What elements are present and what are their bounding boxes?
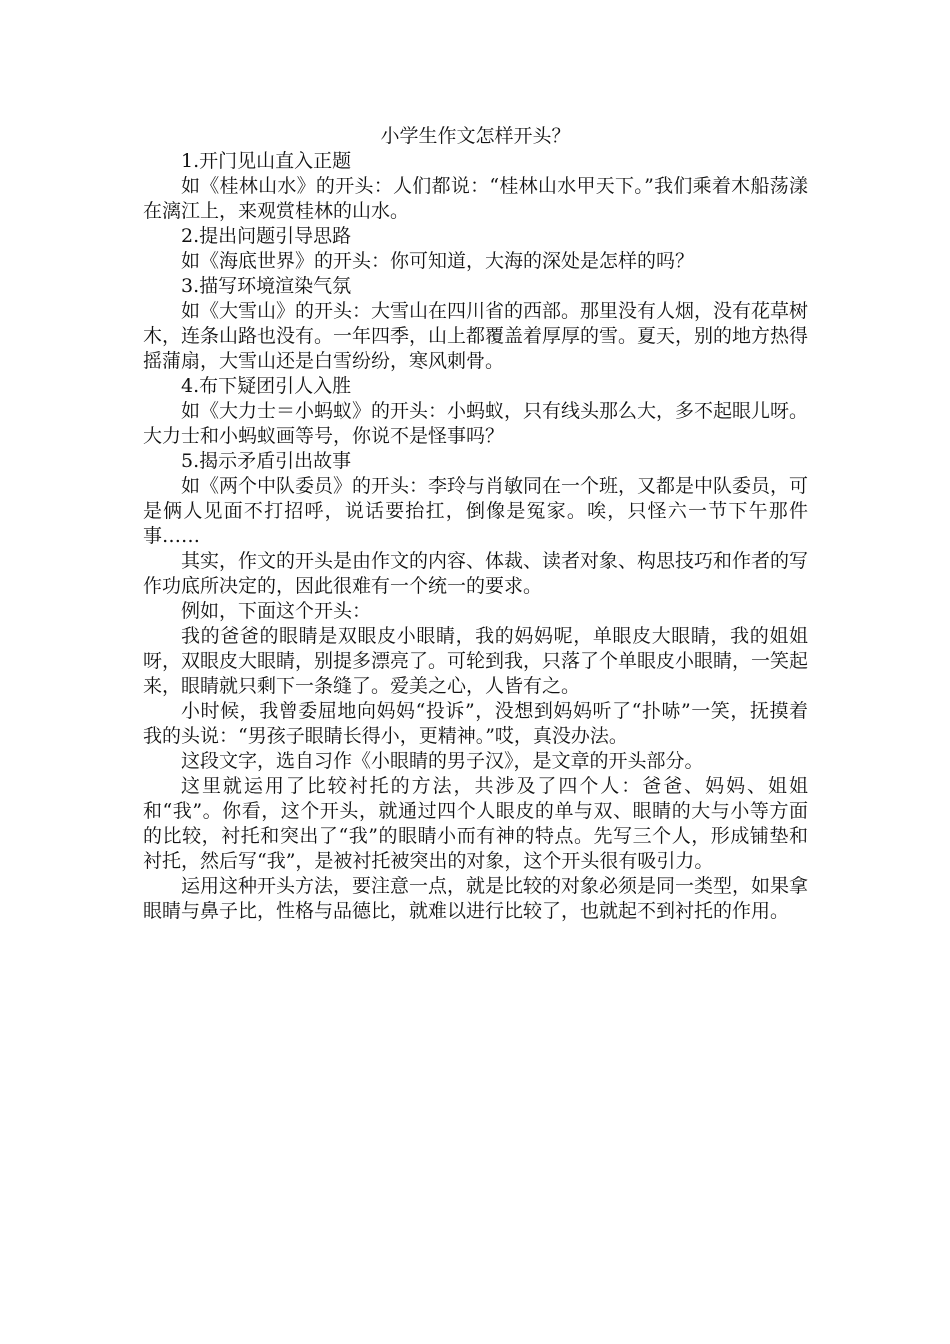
heading-4: 4.布下疑团引人入胜 (181, 375, 352, 397)
paragraph: 如《海底世界》的开头：你可知道，大海的深处是怎样的吗？ (181, 250, 695, 272)
document-body (143, 124, 808, 924)
paragraph: 例如，下面这个开头： (181, 600, 372, 622)
paragraph: 我的爸爸的眼睛是双眼皮小眼睛，我的妈妈呢，单眼皮大眼睛，我的姐姐呀，双眼皮大眼睛，别提多漂亮了。可轮到我，只落了个单眼皮小眼睛，一笑起来，眼睛就只剩下一条缝了。爱美之心，人皆有之。 (143, 625, 809, 697)
paragraph: 这里就运用了比较衬托的方法，共涉及了四个人：爸爸、妈妈、姐姐和“我”。你看，这个开头，就通过四个人眼皮的单与双、眼睛的大与小等方面的比较，衬托和突出了“我”的眼睛小而有神的特点。先写三个人，形成铺垫和衬托，然后写“我”，是被衬托被突出的对象，这个开头很有吸引力。 (143, 775, 808, 872)
heading-5: 5.揭示矛盾引出故事 (181, 450, 352, 472)
heading-1: 1.开门见山直入正题 (181, 150, 352, 172)
paragraph: 如《桂林山水》的开头：人们都说：“桂林山水甲天下。”我们乘着木船荡漾在漓江上，来观赏桂林的山水。 (143, 175, 808, 222)
document-title: 小学生作文怎样开头？ (380, 125, 571, 147)
paragraph: 运用这种开头方法，要注意一点，就是比较的对象必须是同一类型，如果拿眼睛与鼻子比，性格与品德比，就难以进行比较了，也就起不到衬托的作用。 (143, 875, 809, 922)
paragraph: 小时候，我曾委屈地向妈妈“投诉”，没想到妈妈听了“扑哧”一笑，抚摸着我的头说：“男孩子眼睛长得小，更精神。”哎，真没办法。 (143, 700, 808, 747)
paragraph: 如《大力士＝小蚂蚁》的开头：小蚂蚁，只有线头那么大，多不起眼儿呀。大力士和小蚂蚁画等号，你说不是怪事吗？ (143, 400, 809, 447)
paragraph: 如《两个中队委员》的开头：李玲与肖敏同在一个班，又都是中队委员，可是俩人见面不打招呼，说话要抬扛，倒像是冤家。唉，只怪六一节下午那件事…… (143, 475, 809, 547)
paragraph: 这段文字，选自习作《小眼睛的男子汉》，是文章的开头部分。 (181, 750, 704, 772)
heading-3: 3.描写环境渲染气氛 (181, 275, 352, 297)
paragraph: 如《大雪山》的开头：大雪山在四川省的西部。那里没有人烟，没有花草树木，连条山路也没有。一年四季，山上都覆盖着厚厚的雪。夏天，别的地方热得摇蒲扇，大雪山还是白雪纷纷，寒风刺骨。 (143, 300, 809, 372)
heading-2: 2.提出问题引导思路 (181, 225, 352, 247)
paragraph: 其实，作文的开头是由作文的内容、体裁、读者对象、构思技巧和作者的写作功底所决定的，因此很难有一个统一的要求。 (143, 550, 809, 597)
